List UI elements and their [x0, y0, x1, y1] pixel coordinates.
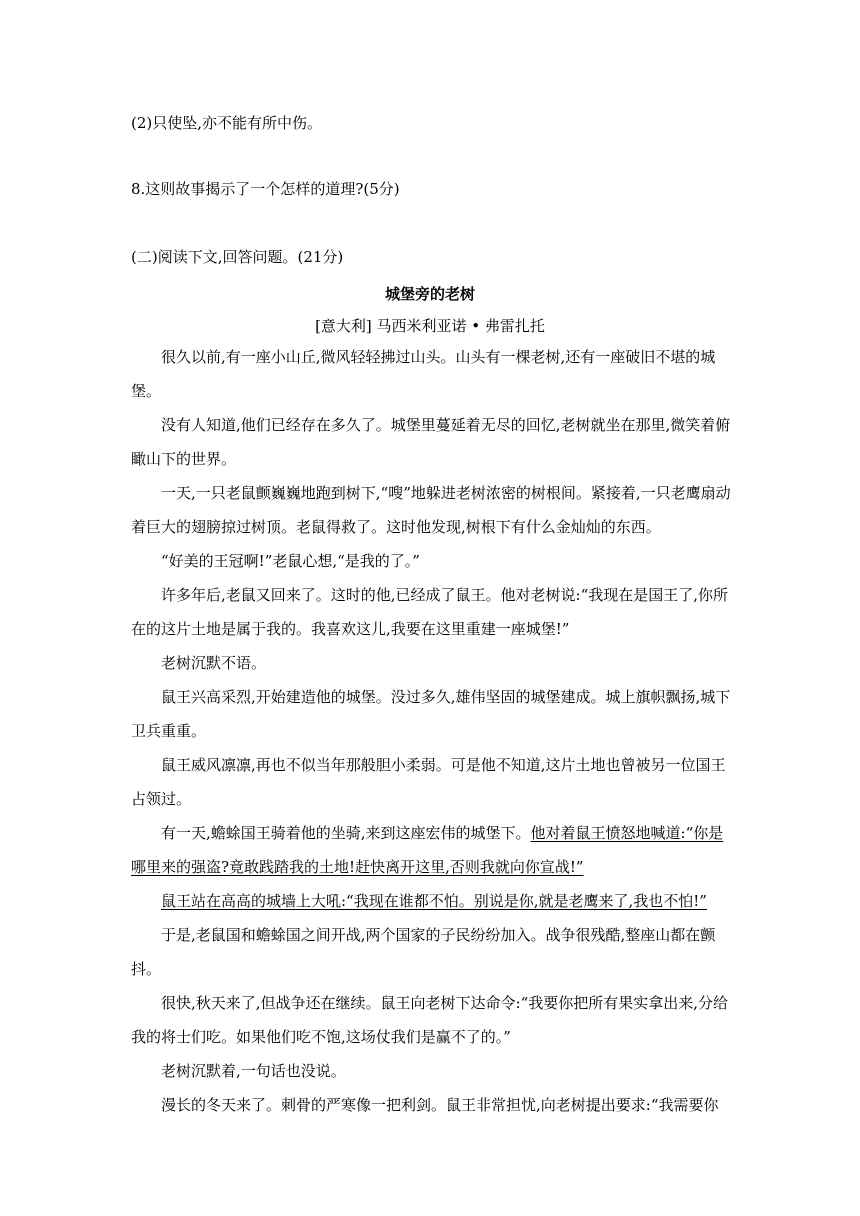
paragraph-14: 漫长的冬天来了。刺骨的严寒像一把利剑。鼠王非常担忧,向老树提出要求:“我需要你 [161, 1096, 719, 1114]
paragraph-7: 鼠王兴高采烈,开始建造他的城堡。没过多久,雄伟坚固的城堡建成。城上旗帜飘扬,城下卫兵重重。 [131, 688, 731, 740]
paragraph-12: 很快,秋天来了,但战争还在继续。鼠王向老树下达命令:“我要你把所有果实拿出来,分给我的将士们吃。如果他们吃不饱,这场仗我们是赢不了的。” [131, 994, 729, 1046]
paragraph-9-text: 有一天,蟾蜍国王骑着他的坐骑,来到这座宏伟的城堡下。 [161, 824, 531, 842]
paragraph-2: 没有人知道,他们已经存在多久了。城堡里蔓延着无尽的回忆,老树就坐在那里,微笑着俯瞰山下的世界。 [131, 416, 731, 468]
paragraph-5: 许多年后,老鼠又回来了。这时的他,已经成了鼠王。他对老树说:“我现在是国王了,你所在的这片土地是属于我的。我喜欢这儿,我要在这里重建一座城堡!” [131, 586, 729, 638]
paragraph-9-underlined: 他对着鼠王愤怒地喊道:“你是哪里来的强盗?竟敢践踏我的土地!赶快离开这里,否则我就向你宣战!” [131, 824, 724, 876]
story-title: 城堡旁的老树 [384, 285, 475, 303]
question-7-item-2: (2)只使坠,亦不能有所中伤。 [131, 114, 323, 132]
paragraph-13: 老树沉默着,一句话也没说。 [161, 1062, 346, 1080]
paragraph-10-underlined: 鼠王站在高高的城墙上大吼:“我现在谁都不怕。别说是你,就是老鹰来了,我也不怕!” [161, 892, 707, 910]
paragraph-3: 一天,一只老鼠颤巍巍地跑到树下,“嗖”地躲进老树浓密的树根间。紧接着,一只老鹰扇动着巨大的翅膀掠过树顶。老鼠得救了。这时他发现,树根下有什么金灿灿的东西。 [131, 484, 731, 536]
paragraph-4: “好美的王冠啊!”老鼠心想,“是我的了。” [161, 552, 420, 570]
section-2-heading: (二)阅读下文,回答问题。(21分) [131, 248, 344, 266]
paragraph-11: 于是,老鼠国和蟾蜍国之间开战,两个国家的子民纷纷加入。战争很残酷,整座山都在颤抖。 [131, 926, 716, 978]
paragraph-1: 很久以前,有一座小山丘,微风轻轻拂过山头。山头有一棵老树,还有一座破旧不堪的城堡。 [131, 348, 716, 400]
question-8: 8.这则故事揭示了一个怎样的道理?(5分) [131, 180, 400, 198]
paragraph-9 [131, 816, 731, 884]
paragraph-8: 鼠王威风凛凛,再也不似当年那般胆小柔弱。可是他不知道,这片土地也曾被另一位国王占领过。 [131, 756, 726, 808]
paragraph-10 [131, 884, 731, 918]
story-author: [意大利] 马西米利亚诺 • 弗雷扎托 [315, 317, 545, 335]
paragraph-6: 老树沉默不语。 [161, 654, 267, 672]
